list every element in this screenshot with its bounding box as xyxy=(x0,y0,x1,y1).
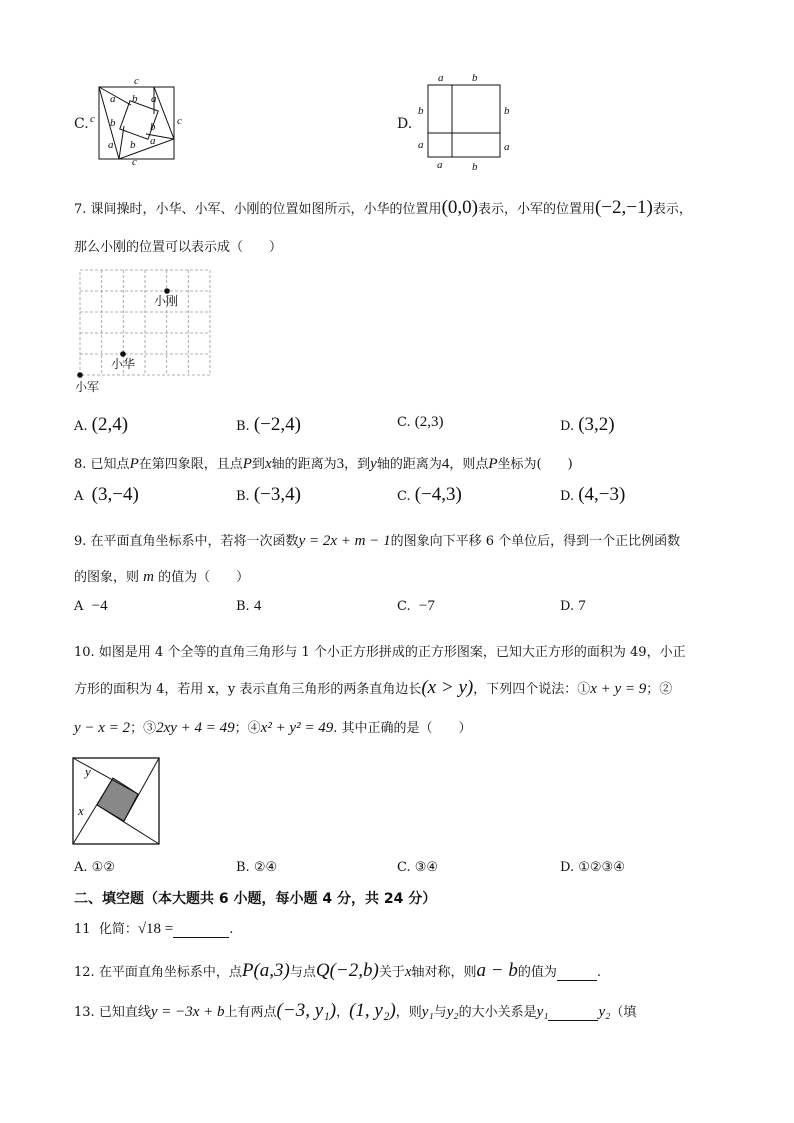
q10-option-b[interactable]: B. ②④ xyxy=(236,860,278,875)
q12-answer-blank[interactable] xyxy=(557,965,597,981)
q6-option-c-label: C. xyxy=(74,116,89,132)
fig-d-b-top: b xyxy=(472,72,478,84)
fig-c-label-a4: a xyxy=(150,135,156,147)
q7-option-b[interactable]: B. (−2,4) xyxy=(236,414,301,435)
q10-option-c[interactable]: C. ③④ xyxy=(397,860,439,875)
fig-c-label-b2: b xyxy=(110,117,116,129)
dot-xiaogang xyxy=(164,288,170,294)
q9-option-c[interactable]: C. −7 xyxy=(397,598,435,614)
section-fill-in-title: 二、填空题（本大题共 6 小题，每小题 4 分，共 24 分） xyxy=(74,891,437,907)
label-xiaohua: 小华 xyxy=(111,357,136,371)
q7-option-d[interactable]: D. (3,2) xyxy=(560,414,615,435)
q9-option-b[interactable]: B. 4 xyxy=(236,598,262,614)
q9-option-a[interactable]: A −4 xyxy=(74,598,108,614)
q8-option-d[interactable]: D. (4,−3) xyxy=(560,484,626,505)
fig-q10-y: y xyxy=(85,764,91,779)
q10-line1: 10. 如图是用 4 个全等的直角三角形与 1 个小正方形拼成的正方形图案，已知大正方形的面积为 49，小正 xyxy=(74,645,686,660)
fig-c-label-c-bottom: c xyxy=(132,156,137,166)
q6-option-d-label: D. xyxy=(397,116,413,132)
fig-c-label-a3: a xyxy=(108,139,114,151)
q12: 12. 在平面直角坐标系中，点P(a,3)与点Q(−2,b)关于x轴对称，则a − b的值为 . xyxy=(74,960,602,981)
fig-c-label-a1: a xyxy=(110,93,116,105)
q10-line3: y − x = 2；③2xy + 4 = 49；④x² + y² = 49. 其中正确的是（ ） xyxy=(74,720,472,736)
q7-line1: 7. 课间操时，小华、小军、小刚的位置如图所示，小华的位置用(0,0)表示，小军的位置用(−2,−1)表示， xyxy=(74,197,692,218)
fig-c-label-a2: a xyxy=(151,93,157,105)
q10-line2: 方形的面积为 4，若用 x，y 表示直角三角形的两条直角边长(x > y)，下列四个说法：①x + y = 9；② xyxy=(74,677,673,698)
q8-option-c[interactable]: C. (−4,3) xyxy=(397,484,462,505)
fig-c-label-c-left: c xyxy=(90,113,95,125)
fig-c-label-b1: b xyxy=(132,93,138,105)
q7-line2: 那么小刚的位置可以表示成（ ） xyxy=(74,240,283,255)
q8-option-b[interactable]: B. (−3,4) xyxy=(236,484,301,505)
label-xiaojun: 小军 xyxy=(75,380,100,394)
fig-d-a-top: a xyxy=(438,72,444,84)
q13: 13. 已知直线y = −3x + b上有两点(−3, y₁)，(1, y₂)，则y₁与y₂的大小关系是y₁ y₂（填 xyxy=(74,1000,637,1021)
fig-d-b-bottom: b xyxy=(472,161,478,173)
q9-line1: 9. 在平面直角坐标系中，若将一次函数y = 2x + m − 1的图象向下平移 6 个单位后，得到一个正比例函数 xyxy=(74,533,681,549)
fig-d-a-bottom: a xyxy=(437,159,443,171)
fig-d-b-right: b xyxy=(504,105,510,117)
fig-c-label-c-right: c xyxy=(177,115,182,127)
q13-answer-blank[interactable] xyxy=(548,1005,598,1021)
q9-option-d[interactable]: D. 7 xyxy=(560,598,586,614)
q6-figure-c xyxy=(86,74,186,166)
q7-grid-figure xyxy=(70,265,220,395)
fig-c-label-b3: b xyxy=(150,121,156,133)
q9-function: y = 2x + m − 1 xyxy=(298,533,391,549)
q10-option-d[interactable]: D. ①②③④ xyxy=(560,860,625,875)
fig-c-label-c-top: c xyxy=(134,75,139,87)
q7-option-c[interactable]: C. (2,3) xyxy=(397,414,444,430)
q8-stem: 8. 已知点P在第四象限，且点P到x轴的距离为3，到y轴的距离为4，则点P坐标为( ) xyxy=(74,456,573,472)
q7-coord-xiaohua: (0,0) xyxy=(441,197,478,218)
q10-option-a[interactable]: A. ①② xyxy=(74,860,115,875)
fig-q10-x: x xyxy=(78,803,84,818)
dot-xiaojun xyxy=(77,372,83,378)
label-xiaogang: 小刚 xyxy=(154,294,179,308)
fig-d-a-left: a xyxy=(418,139,424,151)
q6-figure-d xyxy=(413,70,518,174)
fig-d-b-left: b xyxy=(418,105,424,117)
q10-figure xyxy=(70,755,162,847)
q9-line2: 的图象，则 m 的值为（ ） xyxy=(74,569,250,585)
q7-option-a[interactable]: A. (2,4) xyxy=(74,414,129,435)
q11: 11 化简：√18 = . xyxy=(74,921,234,937)
q11-answer-blank[interactable] xyxy=(173,922,229,938)
q7-coord-xiaojun: (−2,−1) xyxy=(594,197,653,218)
dot-xiaohua xyxy=(120,351,126,357)
fig-d-a-right: a xyxy=(504,141,510,153)
q8-option-a[interactable]: A (3,−4) xyxy=(74,484,139,505)
fig-c-label-b4: b xyxy=(130,139,136,151)
